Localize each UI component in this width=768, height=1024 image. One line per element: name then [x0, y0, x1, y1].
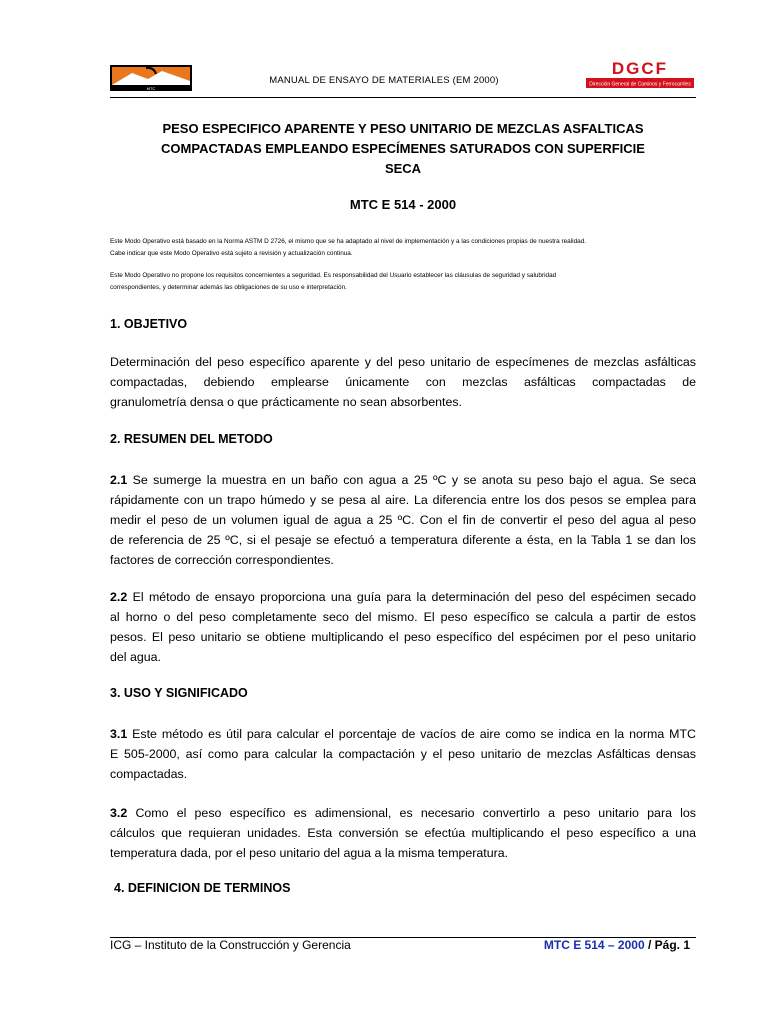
footer-institution: ICG – Instituto de la Construcción y Gerencia — [110, 938, 351, 952]
section-heading-definicion: 4. DEFINICION DE TERMINOS — [114, 881, 291, 895]
clause-number: 3.1 — [110, 727, 128, 741]
title-line: COMPACTADAS EMPLEANDO ESPECÍMENES SATURADOS CON SUPERFICIE — [161, 141, 645, 156]
standard-code: MTC E 514 - 2000 — [349, 197, 457, 212]
paragraph-3-2: 3.2 Como el peso específico es adimensional, es necesario convertirlo a peso unitario para los cálculos que requieran unidades. Esta conversión se efectúa multiplicando el peso específico a una temperatura dada, por el peso unitario del agua a la misma temperatura. — [110, 806, 696, 860]
header-rule — [110, 97, 696, 98]
dgcf-logo — [584, 58, 696, 92]
page-number: Pág. 1 — [654, 938, 690, 952]
paragraph-2-2: 2.2 El método de ensayo proporciona una guía para la determinación del peso del espécimen secado al horno o del peso completamente seco del mismo. El peso específico se calcula a partir de estos pesos. El peso unitario se obtiene multiplicando el peso específico del espécimen por el peso unitario del agua. — [110, 590, 696, 664]
clause-number: 3.2 — [110, 806, 128, 820]
document-title — [110, 119, 696, 179]
safety-note: Este Modo Operativo no propone los requisitos concernientes a seguridad. Es responsabilidad del Usuario establecer las cláusulas de seguridad y salubridad correspondientes, y determinar además las obligaciones de su uso e interpretación. — [110, 272, 557, 291]
section-heading-objetivo: 1. OBJETIVO — [110, 317, 188, 331]
clause-number: 2.2 — [110, 590, 128, 604]
footer-page-info: MTC E 514 – 2000 / Pág. 1 — [543, 938, 690, 952]
svg-text:Dirección General de Caminos y: Dirección General de Caminos y Ferrocarriles — [589, 81, 691, 88]
svg-text:MTC: MTC — [146, 86, 156, 91]
section-heading-uso: 3. USO Y SIGNIFICADO — [110, 686, 248, 700]
paragraph-3-1: 3.1 Este método es útil para calcular el porcentaje de vacíos de aire como se indica en la norma MTC E 505-2000, así como para calcular la compactación y el peso unitario de mezclas Asfálticas densas compactadas. — [110, 727, 696, 781]
title-line: PESO ESPECIFICO APARENTE Y PESO UNITARIO DE MEZCLAS ASFALTICAS — [162, 121, 644, 136]
title-line: SECA — [384, 161, 422, 176]
svg-text:DGCF: DGCF — [611, 59, 669, 78]
manual-title: MANUAL DE ENSAYO DE MATERIALES (EM 2000) — [269, 75, 499, 86]
clause-number: 2.1 — [110, 473, 128, 487]
section-heading-resumen: 2. RESUMEN DEL METODO — [110, 432, 273, 446]
scope-note: Este Modo Operativo está basado en la Norma ASTM D 2726, el mismo que se ha adaptado al nivel de implementación y a las condiciones propias de nuestra realidad. Cabe indicar que este Modo Operativo está sujeto a revisión y actualización continua. — [110, 238, 587, 257]
objetivo-paragraph: Determinación del peso específico aparente y del peso unitario de especímenes de mezclas asfálticas compactadas, debiendo emplearse únicamente con mezclas asfálticas compactadas de granulometría densa o que prácticamente no sean absorbentes. — [110, 355, 696, 409]
paragraph-2-1: 2.1 Se sumerge la muestra en un baño con agua a 25 ºC y se anota su peso bajo el agua. Se seca rápidamente con un trapo húmedo y se pesa al aire. La diferencia entre los dos pesos se emplea para medir el peso de un volumen igual de agua a 25 ºC. Con el fin de convertir el peso del agua al peso de referencia de 25 ºC, si el pesaje se efectuó a temperatura diferente a ésta, en la Tabla 1 se dan los factores de corrección correspondientes. — [110, 473, 696, 567]
footer-code: MTC E 514 – 2000 — [543, 938, 645, 952]
